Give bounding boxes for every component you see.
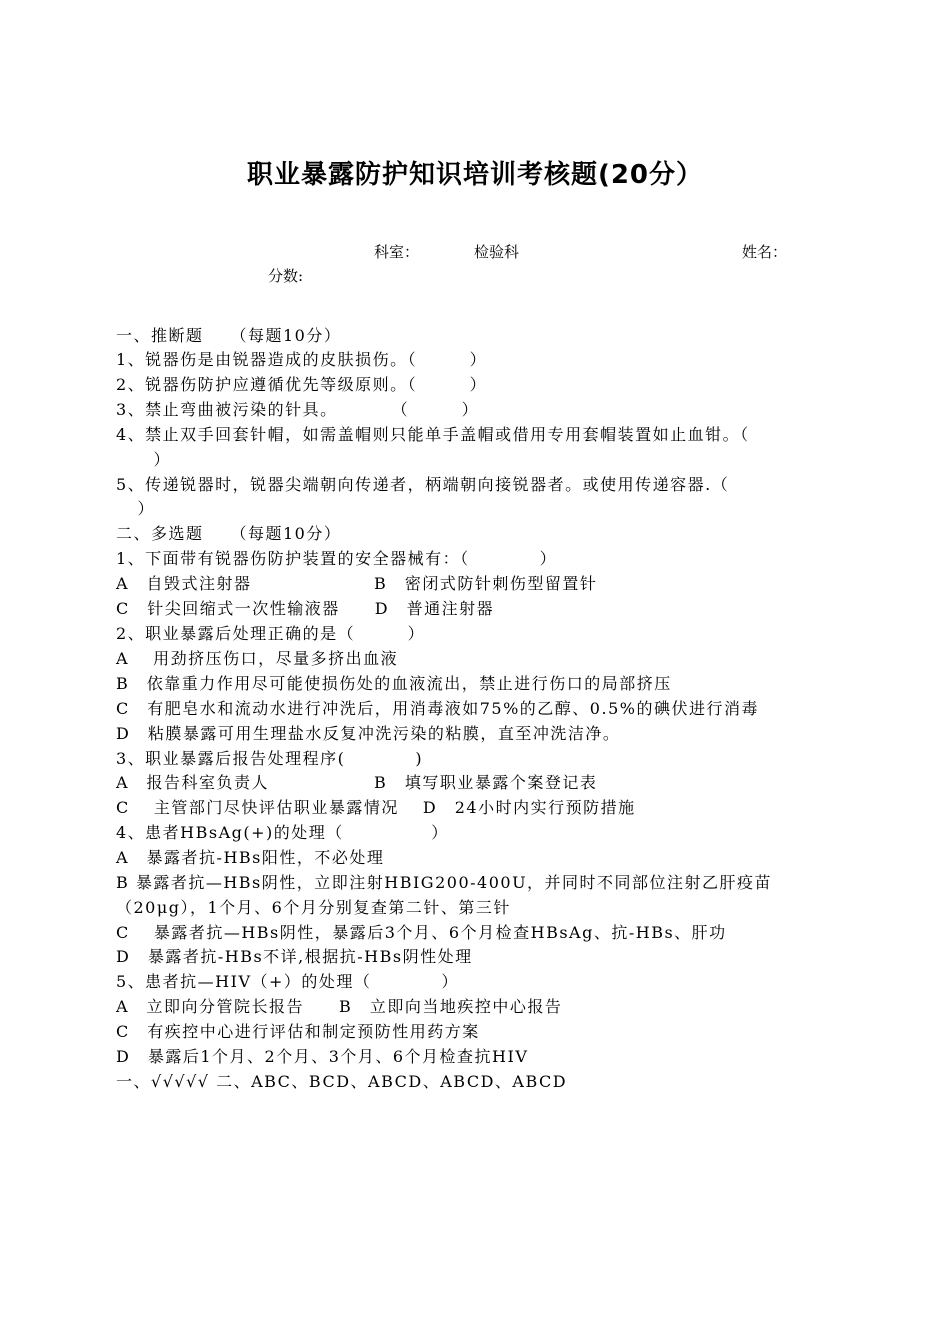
text-line: A 自毁式注射器 B 密闭式防针刺伤型留置针 <box>116 574 598 593</box>
score-label: 分数: <box>268 267 304 285</box>
dept-value: 检验科 <box>474 243 520 261</box>
text-line: 4、禁止双手回套针帽，如需盖帽则只能单手盖帽或借用专用套帽装置如止血钳。（ <box>116 425 750 444</box>
text-line: 2、锐器伤防护应遵循优先等级原则。（ ） <box>116 375 488 394</box>
text-line: A 报告科室负责人 B 填写职业暴露个案登记表 <box>116 773 598 792</box>
text-line: A 用劲挤压伤口，尽量多挤出血液 <box>116 649 399 668</box>
name-label: 姓名： <box>742 243 788 261</box>
text-line: D 暴露后1个月、2个月、3个月、6个月检查抗HIV <box>116 1047 529 1066</box>
text-line: 二、多选题 （每题10分） <box>116 524 342 543</box>
text-line: A 暴露者抗-HBs阳性，不必处理 <box>116 848 385 867</box>
text-line: D 暴露者抗-HBs不详,根据抗-HBs阴性处理 <box>116 947 473 966</box>
text-line: C 针尖回缩式一次性输液器 D 普通注射器 <box>116 599 495 618</box>
text-line: C 有肥皂水和流动水进行冲洗后，用消毒液如75%的乙醇、0.5%的碘伏进行消毒 <box>116 699 759 718</box>
text-line: 一、推断题 （每题10分） <box>116 326 342 345</box>
text-line: 1、下面带有锐器伤防护装置的安全器械有：（ ） <box>116 549 558 568</box>
text-line: 3、职业暴露后报告处理程序( ) <box>116 749 424 768</box>
text-line: D 粘膜暴露可用生理盐水反复冲洗污染的粘膜，直至冲洗洁净。 <box>116 724 621 743</box>
text-line: 1、锐器伤是由锐器造成的皮肤损伤。（ ） <box>116 350 488 369</box>
dept-label: 科室： <box>374 243 420 261</box>
text-line: 一、√√√√√ 二、ABC、BCD、ABCD、ABCD、ABCD <box>116 1072 568 1091</box>
text-line: （20μg），1个月、6个月分别复查第二针、第三针 <box>116 898 511 917</box>
text-line: 2、职业暴露后处理正确的是（ ） <box>116 624 426 643</box>
text-line: 5、患者抗—HIV（+）的处理（ ） <box>116 972 459 991</box>
page-title: 职业暴露防护知识培训考核题(20分） <box>246 160 704 190</box>
text-line: B 依靠重力作用尽可能使损伤处的血液流出，禁止进行伤口的局部挤压 <box>116 674 672 693</box>
text-line: 4、患者HBsAg(+)的处理（ ） <box>116 823 449 842</box>
text-line: A 立即向分管院长报告 B 立即向当地疾控中心报告 <box>116 997 563 1016</box>
text-line: ） <box>136 450 172 469</box>
text-line: 3、禁止弯曲被污染的针具。 （ ） <box>116 400 480 419</box>
text-line: B 暴露者抗—HBs阴性，立即注射HBIG200-400U，并同时不同部位注射乙肝疫苗 <box>116 873 773 892</box>
text-line: C 有疾控中心进行评估和制定预防性用药方案 <box>116 1022 480 1041</box>
text-line: C 暴露者抗—HBs阴性，暴露后3个月、6个月检查HBsAg、抗-HBs、肝功 <box>116 923 727 942</box>
text-line: 5、传递锐器时，锐器尖端朝向传递者，柄端朝向接锐器者。或使用传递容器.（ <box>116 475 730 494</box>
text-line: ） <box>120 499 156 518</box>
text-line: C 主管部门尽快评估职业暴露情况 D 24小时内实行预防措施 <box>116 798 636 817</box>
